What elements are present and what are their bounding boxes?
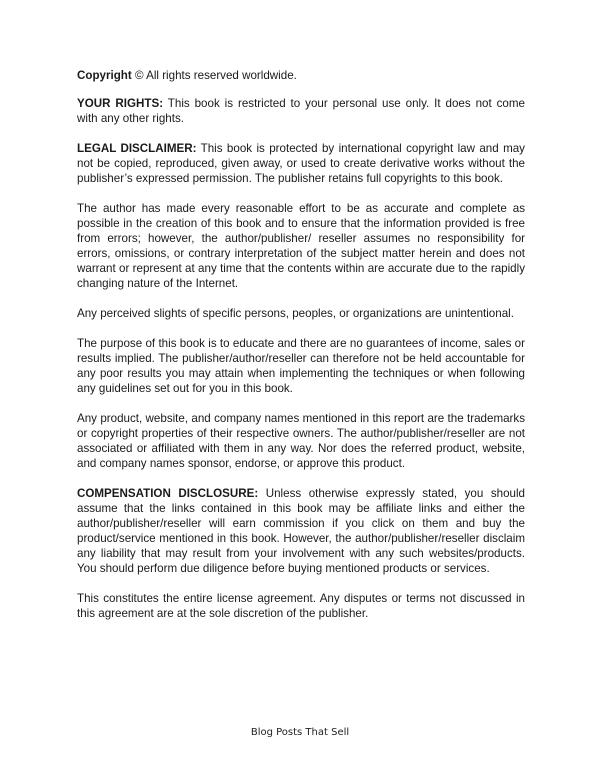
copyright-text: © All rights reserved worldwide.: [131, 69, 297, 82]
compensation-disclosure-text: Unless otherwise expressly stated, you should assume that the links contained in this book may be affiliate links and either the author/publisher/reseller will earn commission if you click on them and buy the product/service mentioned in this book. However, the author/publisher/reseller disclaim any liability that may result from your involvement with any such websites/products. You should perform due diligence before buying mentioned products or services.: [77, 487, 525, 575]
legal-disclaimer-paragraph: [77, 141, 525, 186]
your-rights-text: This book is restricted to your personal use only. It does not come with any other rights.: [77, 97, 525, 125]
trademarks-paragraph: [77, 411, 525, 471]
compensation-disclosure-heading: COMPENSATION DISCLOSURE:: [77, 487, 259, 500]
purpose-paragraph: [77, 336, 525, 396]
slights-paragraph: [77, 306, 525, 321]
compensation-disclosure-paragraph: [77, 486, 525, 576]
accuracy-text: The author has made every reasonable effort to be as accurate and complete as possible in the creation of this book and to ensure that the information provided is free from errors; however, the author/publisher/ reseller assumes no responsibility for errors, omissions, or contrary interpretation of the subject matter herein and does not warrant or represent at any time that the contents within are accurate due to the rapidly changing nature of the Internet.: [77, 202, 525, 290]
page-footer: Blog Posts That Sell: [250, 727, 350, 738]
license-agreement-text: This constitutes the entire license agreement. Any disputes or terms not discussed in this agreement are at the sole discretion of the publisher.: [77, 592, 525, 620]
legal-disclaimer-heading: LEGAL DISCLAIMER:: [77, 142, 197, 155]
slights-text: Any perceived slights of specific persons, peoples, or organizations are unintentional.: [77, 307, 514, 320]
copyright-heading: Copyright: [77, 69, 132, 82]
trademarks-text: Any product, website, and company names mentioned in this report are the trademarks or copyright properties of their respective owners. The author/publisher/reseller are not associated or affiliated with them in any way. Nor does the referred product, website, and company names sponsor, endorse, or approve this product.: [77, 412, 525, 470]
license-agreement-paragraph: [77, 591, 525, 621]
your-rights-heading: YOUR RIGHTS:: [77, 97, 164, 110]
your-rights-paragraph: [77, 96, 525, 126]
legal-disclaimer-text: This book is protected by international copyright law and may not be copied, reproduced, given away, or used to create derivative works without the publisher’s expressed permission. The publisher retains full copyrights to this book.: [77, 142, 525, 185]
legal-notice-body: [77, 68, 525, 636]
accuracy-paragraph: [77, 201, 525, 291]
purpose-text: The purpose of this book is to educate and there are no guarantees of income, sales or results implied. The publisher/author/reseller can therefore not be held accountable for any poor results you may attain when implementing the techniques or when following any guidelines set out for you in this book.: [77, 337, 525, 395]
copyright-line: [77, 68, 525, 83]
